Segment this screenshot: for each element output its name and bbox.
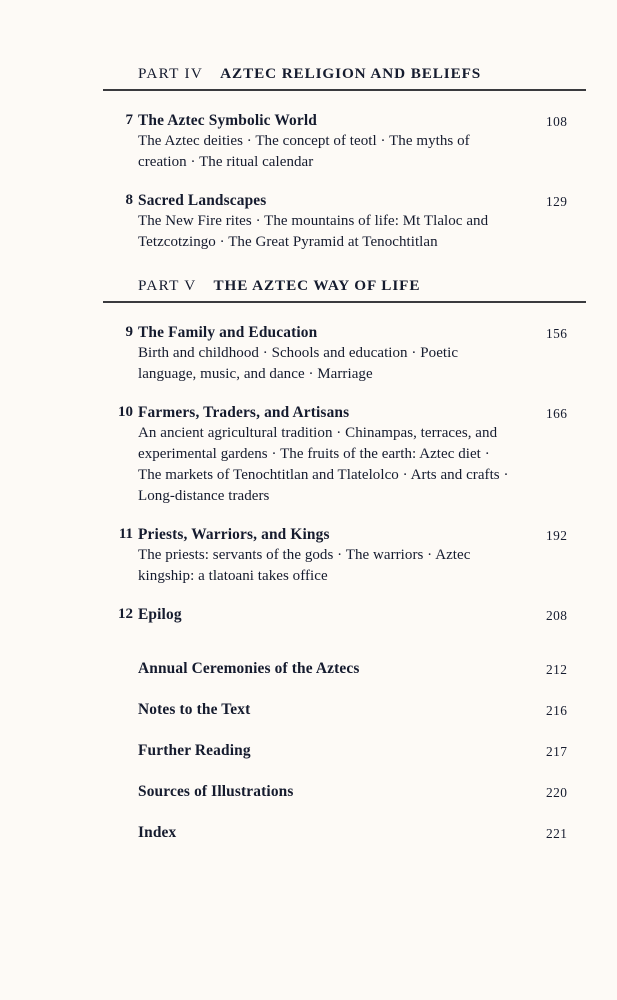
page-number: 192	[546, 528, 568, 543]
chapter-description: The Aztec deities · The concept of teotl · The myths of creation · The ritual calendar	[138, 133, 470, 170]
chapter-number: 8	[125, 192, 133, 208]
part-heading-5	[103, 276, 586, 296]
table-of-contents	[103, 64, 586, 863]
part-rule	[103, 89, 586, 91]
chapter-title: Farmers, Traders, and Artisans	[138, 404, 350, 421]
backmatter-entry[interactable]	[103, 781, 586, 802]
backmatter-title: Index	[138, 824, 177, 841]
part-label: PART V	[138, 277, 197, 294]
page-number: 212	[546, 662, 568, 677]
part-title: AZTEC RELIGION AND BELIEFS	[220, 65, 482, 82]
page-number: 216	[546, 703, 568, 718]
part-section-4	[103, 64, 586, 253]
backmatter-entry[interactable]	[103, 740, 586, 761]
page-number: 166	[546, 406, 568, 421]
chapter-number: 11	[118, 526, 133, 542]
toc-entry[interactable]	[103, 524, 586, 587]
page-number: 156	[546, 326, 568, 341]
chapter-number: 12	[118, 606, 133, 622]
backmatter-title: Notes to the Text	[138, 701, 251, 718]
page-number: 208	[546, 608, 568, 623]
chapter-description: The New Fire rites · The mountains of life: Mt Tlaloc and Tetzcotzingo · The Great Pyramid at Tenochtitlan	[138, 213, 489, 250]
chapter-description: Birth and childhood · Schools and education · Poetic language, music, and dance · Marriage	[138, 345, 459, 382]
page-number: 221	[546, 826, 568, 841]
part-title: THE AZTEC WAY OF LIFE	[213, 277, 421, 294]
backmatter-entry[interactable]	[103, 822, 586, 843]
toc-entry[interactable]	[103, 402, 586, 507]
chapter-title: Sacred Landscapes	[138, 192, 267, 209]
toc-entry[interactable]	[103, 110, 586, 173]
toc-entry[interactable]	[103, 190, 586, 253]
backmatter-section	[103, 658, 586, 843]
chapter-title: The Aztec Symbolic World	[138, 112, 318, 129]
backmatter-entry[interactable]	[103, 658, 586, 679]
chapter-number: 7	[125, 112, 133, 128]
page-number: 217	[546, 744, 568, 759]
page-number: 220	[546, 785, 568, 800]
backmatter-title: Sources of Illustrations	[138, 783, 294, 800]
backmatter-title: Annual Ceremonies of the Aztecs	[138, 660, 360, 677]
part-rule	[103, 301, 586, 303]
chapter-description: The priests: servants of the gods · The warriors · Aztec kingship: a tlatoani takes office	[138, 547, 471, 584]
chapter-title: Priests, Warriors, and Kings	[138, 526, 330, 543]
chapter-title: Epilog	[138, 606, 182, 623]
chapter-number: 9	[125, 324, 133, 340]
part-label: PART IV	[138, 65, 204, 82]
part-heading-4	[103, 64, 586, 84]
toc-entry[interactable]	[103, 322, 586, 385]
part-section-5	[103, 276, 586, 625]
chapter-title: The Family and Education	[138, 324, 318, 341]
page-number: 129	[546, 194, 568, 209]
chapter-number: 10	[118, 404, 133, 420]
toc-entry[interactable]	[103, 604, 586, 625]
backmatter-title: Further Reading	[138, 742, 251, 759]
page-number: 108	[546, 114, 568, 129]
chapter-description: An ancient agricultural tradition · Chinampas, terraces, and experimental gardens · The fruits of the earth: Aztec diet · The markets of Tenochtitlan and Tlatelolco · Arts and crafts · Long-distance traders	[138, 425, 509, 504]
backmatter-entry[interactable]	[103, 699, 586, 720]
